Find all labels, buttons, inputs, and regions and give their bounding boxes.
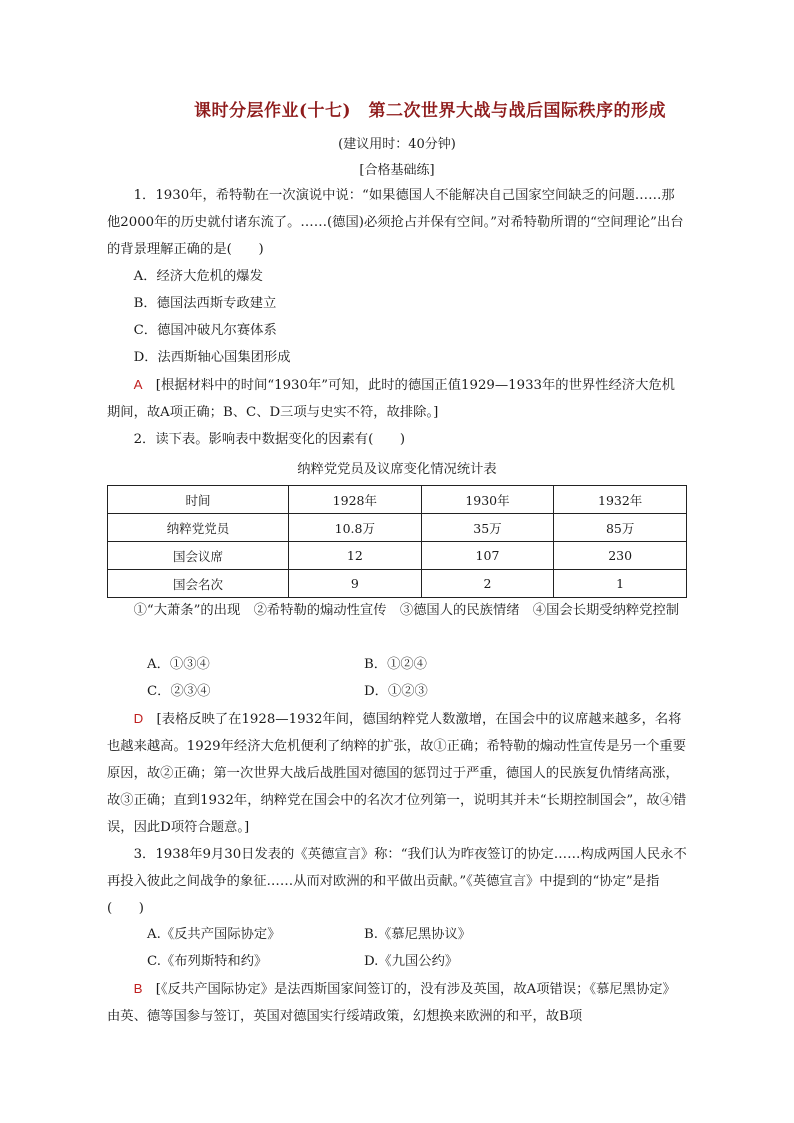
table-cell: 35万 bbox=[421, 514, 554, 542]
question-2-option-c: C．②③④ bbox=[147, 684, 211, 699]
table-header-cell: 1930年 bbox=[421, 486, 554, 514]
question-3-explanation: [《反共产国际协定》是法西斯国家间签订的，没有涉及英国，故A项错误；《慕尼黑协定》由英、德等国参与签订，英国对德国实行绥靖政策，幻想换来欧洲的和平，故B项 bbox=[107, 982, 676, 1024]
question-3-answer-block bbox=[107, 975, 687, 1030]
question-3-option-a: A.《反共产国际协定》 bbox=[147, 927, 281, 942]
question-2-answer-letter: D bbox=[133, 711, 144, 726]
question-2-factors-text: ①“大萧条”的出现 ②希特勒的煽动性宣传 ③德国人的民族情绪 ④国会长期受纳粹党控制 bbox=[133, 603, 680, 618]
table-header-row bbox=[108, 486, 687, 514]
table-row bbox=[108, 542, 687, 570]
question-2-option-a: A．①③④ bbox=[147, 657, 210, 672]
page-title: 课时分层作业(十七) 第二次世界大战与战后国际秩序的形成 bbox=[193, 101, 667, 121]
table-row bbox=[108, 570, 687, 598]
table-cell: 85万 bbox=[554, 514, 687, 542]
table-cell: 10.8万 bbox=[289, 514, 422, 542]
question-2-answer-block bbox=[107, 705, 687, 922]
question-1-explanation: [根据材料中的时间“1930年”可知，此时的德国正值1929—1933年的世界性经济大危机期间，故A项正确；B、C、D三项与史实不符，故排除。] bbox=[107, 378, 675, 420]
question-1-stem: 1．1930年，希特勒在一次演说中说：“如果德国人不能解决自己国家空间缺乏的问题……那他2000年的历史就付诸东流了。……(德国)必须抢占并保有空间。”对希特勒所谓的“空间理论”出台的背景理解正确的是( ) bbox=[107, 188, 684, 257]
table-header-cell: 时间 bbox=[108, 486, 289, 514]
table-title: 纳粹党党员及议席变化情况统计表 bbox=[297, 462, 497, 477]
question-2-option-d: D．①②③ bbox=[364, 684, 428, 699]
question-3-stem: 3．1938年9月30日发表的《英德宣言》称：“我们认为昨夜签订的协定……构成两国人民永不再投入彼此之间战争的象征……从而对欧洲的和平做出贡献。”《英德宣言》中提到的“协定”是指( ) bbox=[107, 847, 687, 916]
table-header-cell: 1928年 bbox=[289, 486, 422, 514]
table-cell: 1 bbox=[554, 570, 687, 598]
question-3-answer bbox=[107, 975, 687, 1030]
time-note: (建议用时：40分钟) bbox=[338, 137, 456, 152]
table-header-cell: 1932年 bbox=[554, 486, 687, 514]
question-2-explanation: [表格反映了在1928—1932年间，德国纳粹党人数激增，在国会中的议席越来越多，名将也越来越高。1929年经济大危机便利了纳粹的扩张，故①正确；希特勒的煽动性宣传是另一个重要原因，故②正确；第一次世界大战后战胜国对德国的惩罚过于严重，德国人的民族复仇情绪高涨，故③正确；直到1932年，纳粹党在国会中的名次才位列第一，说明其并未“长期控制国会”，故④错误，因此D项符合题意。] bbox=[107, 712, 687, 835]
question-3-option-c: C.《布列斯特和约》 bbox=[147, 954, 268, 969]
question-1-option-a: A．经济大危机的爆发 bbox=[133, 269, 263, 284]
table-row bbox=[108, 514, 687, 542]
table-cell: 230 bbox=[554, 542, 687, 570]
question-2-option-b: B．①②④ bbox=[364, 657, 427, 672]
question-2-stem: 2．读下表。影响表中数据变化的因素有( ) bbox=[133, 432, 406, 447]
stats-table bbox=[107, 485, 687, 598]
section-heading: [合格基础练] bbox=[359, 163, 435, 178]
table-cell: 纳粹党党员 bbox=[108, 514, 289, 542]
question-1-answer-letter: A bbox=[133, 377, 143, 392]
question-2-answer bbox=[107, 705, 687, 841]
table-cell: 国会议席 bbox=[108, 542, 289, 570]
question-1 bbox=[107, 182, 687, 453]
question-3-option-d: D.《九国公约》 bbox=[364, 954, 459, 969]
question-3-answer-letter: B bbox=[133, 981, 143, 996]
question-1-option-c: C．德国冲破凡尔赛体系 bbox=[133, 323, 277, 338]
question-3-option-b: B.《慕尼黑协议》 bbox=[364, 927, 472, 942]
table-cell: 9 bbox=[289, 570, 422, 598]
table-cell: 2 bbox=[421, 570, 554, 598]
table-cell: 12 bbox=[289, 542, 422, 570]
table-cell: 国会名次 bbox=[108, 570, 289, 598]
question-1-option-b: B．德国法西斯专政建立 bbox=[133, 296, 277, 311]
question-1-answer bbox=[107, 371, 687, 426]
table-cell: 107 bbox=[421, 542, 554, 570]
question-1-option-d: D．法西斯轴心国集团形成 bbox=[133, 350, 291, 365]
question-2-factors bbox=[107, 597, 687, 624]
